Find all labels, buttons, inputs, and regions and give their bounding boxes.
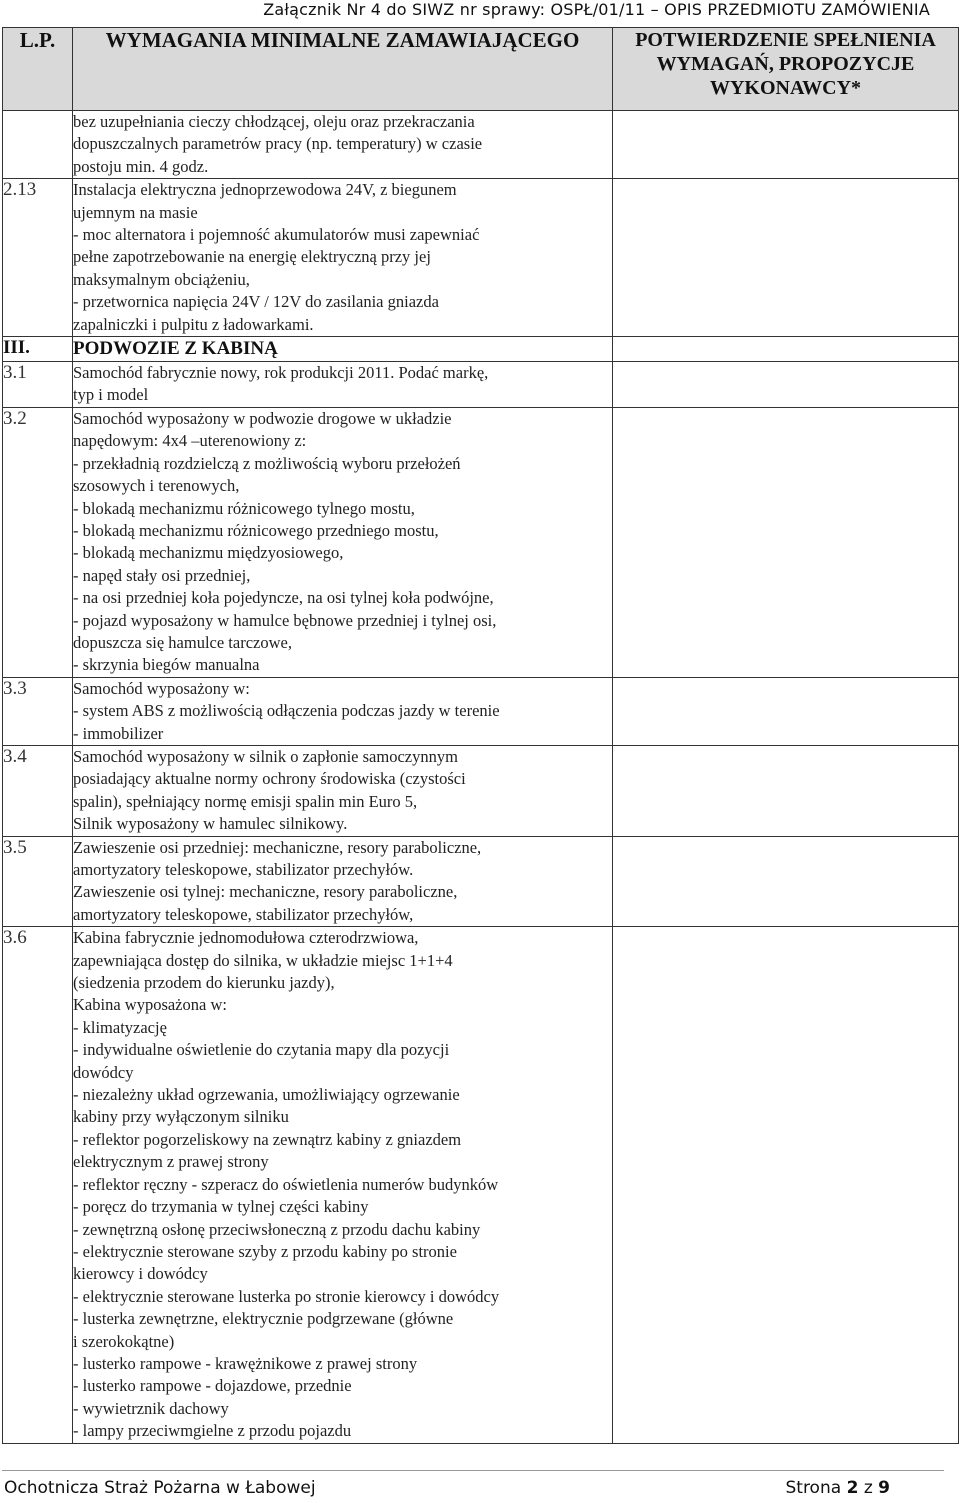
confirmation-cell[interactable] xyxy=(613,836,959,927)
requirement-line: amortyzatory teleskopowe, stabilizator przechyłów. xyxy=(73,860,414,879)
row-number: III. xyxy=(3,337,73,362)
requirement-line: dopuszcza się hamulce tarczowe, xyxy=(73,632,292,652)
col-confirmation-header: POTWIERDZENIE SPEŁNIENIA WYMAGAŃ, PROPOZYCJE WYKONAWCY* xyxy=(613,28,959,111)
requirement-line: bez uzupełniania cieczy chłodzącej, oleju oraz przekraczania xyxy=(73,112,475,131)
requirement-line: Kabina wyposażona w: xyxy=(73,995,227,1015)
requirement-line: (siedzenia przodem do kierunku jazdy), xyxy=(73,973,335,993)
requirement-line: - napęd stały osi przedniej, xyxy=(73,565,251,585)
table-row xyxy=(3,745,959,836)
requirement-line: - lusterko rampowe - dojazdowe, przednie xyxy=(73,1376,352,1396)
requirement-line: zapalniczki i pulpitu z ładowarkami. xyxy=(73,314,314,334)
confirmation-cell[interactable] xyxy=(613,362,959,408)
page-word: Strona xyxy=(785,1478,842,1498)
confirmation-cell[interactable] xyxy=(613,337,959,362)
row-number: 3.6 xyxy=(3,927,73,1443)
requirement-line: - klimatyzację xyxy=(73,1017,167,1037)
requirement-line: Samochód wyposażony w: xyxy=(73,678,250,698)
requirement-line: - lusterka zewnętrzne, elektrycznie podgrzewane (główne xyxy=(73,1309,454,1329)
requirement-line: napędowym: 4x4 –uterenowiony z: xyxy=(73,431,307,451)
confirmation-cell[interactable] xyxy=(613,179,959,337)
requirement-line: Zawieszenie osi przedniej: mechaniczne, resory paraboliczne, xyxy=(73,837,482,857)
requirement-line: - pojazd wyposażony w hamulce bębnowe przedniej i tylnej osi, xyxy=(73,610,497,630)
requirement-text xyxy=(73,407,613,677)
table-row xyxy=(3,362,959,408)
requirement-line: - reflektor ręczny - szperacz do oświetlenia numerów budynków xyxy=(73,1174,499,1194)
confirmation-cell[interactable] xyxy=(613,677,959,745)
requirement-line: - blokadą mechanizmu różnicowego przedniego mostu, xyxy=(73,520,439,540)
requirement-line: i szerokokątne) xyxy=(73,1331,175,1351)
table-row xyxy=(3,407,959,677)
requirement-line: - na osi przedniej koła pojedyncze, na osi tylnej koła podwójne, xyxy=(73,588,494,608)
requirement-text xyxy=(73,179,613,337)
table-row xyxy=(3,179,959,337)
requirement-line: dopuszczalnych parametrów pracy (np. temperatury) w czasie xyxy=(73,134,483,154)
footer-divider xyxy=(2,1470,944,1471)
requirement-text xyxy=(73,745,613,836)
requirement-line: - immobilizer xyxy=(73,723,164,743)
footer-organization: Ochotnicza Straż Pożarna w Łabowej xyxy=(4,1478,316,1498)
requirement-line: - elektrycznie sterowane lusterka po stronie kierowcy i dowódcy xyxy=(73,1286,500,1306)
requirement-line: typ i model xyxy=(73,385,149,405)
col-lp-header: L.P. xyxy=(3,28,73,111)
document-header: Załącznik Nr 4 do SIWZ nr sprawy: OSPŁ/01/11 – OPIS PRZEDMIOTU ZAMÓWIENIA xyxy=(263,0,930,19)
requirement-text xyxy=(73,362,613,408)
requirement-line: dowódcy xyxy=(73,1062,134,1082)
row-number: 3.5 xyxy=(3,836,73,927)
footer-page-number xyxy=(785,1478,890,1498)
requirement-text xyxy=(73,677,613,745)
requirement-line: PODWOZIE Z KABINĄ xyxy=(73,338,278,360)
requirement-line: Kabina fabrycznie jednomodułowa czterodrzwiowa, xyxy=(73,928,419,948)
table-row xyxy=(3,677,959,745)
table-body xyxy=(3,111,959,1444)
requirement-line: kierowcy i dowódcy xyxy=(73,1264,208,1284)
requirement-text xyxy=(73,111,613,179)
requirement-line: - lusterko rampowe - krawężnikowe z prawej strony xyxy=(73,1353,418,1373)
requirement-line: spalin), spełniający normę emisji spalin min Euro 5, xyxy=(73,791,418,811)
requirement-line: posiadający aktualne normy ochrony środowiska (czystości xyxy=(73,769,466,789)
row-number: 3.2 xyxy=(3,407,73,677)
requirement-line: szosowych i terenowych, xyxy=(73,476,240,496)
requirement-line: zapewniająca dostęp do silnika, w układzie miejsc 1+1+4 xyxy=(73,950,453,970)
requirement-line: elektrycznym z prawej strony xyxy=(73,1152,269,1172)
requirement-line: Instalacja elektryczna jednoprzewodowa 24V, z biegunem xyxy=(73,180,457,200)
of-word: z xyxy=(863,1478,873,1498)
requirement-line: - lampy przeciwmgielne z przodu pojazdu xyxy=(73,1421,352,1441)
requirement-line: - przekładnią rozdzielczą z możliwością wyboru przełożeń xyxy=(73,453,461,473)
requirement-line: Zawieszenie osi tylnej: mechaniczne, resory paraboliczne, xyxy=(73,882,458,902)
requirement-line: - elektrycznie sterowane szyby z przodu kabiny po stronie xyxy=(73,1241,457,1261)
requirement-line: - blokadą mechanizmu międzyosiowego, xyxy=(73,543,344,563)
requirement-line: - skrzynia biegów manualna xyxy=(73,655,260,675)
row-number: 2.13 xyxy=(3,179,73,337)
confirmation-cell[interactable] xyxy=(613,927,959,1443)
requirement-line: - indywidualne oświetlenie do czytania mapy dla pozycji xyxy=(73,1040,450,1060)
requirement-line: Samochód wyposażony w silnik o zapłonie samoczynnym xyxy=(73,746,458,766)
requirement-line: - poręcz do trzymania w tylnej części kabiny xyxy=(73,1197,369,1217)
section-row xyxy=(3,337,959,362)
requirements-table xyxy=(2,27,959,1444)
row-number xyxy=(3,111,73,179)
requirement-line: amortyzatory teleskopowe, stabilizator przechyłów, xyxy=(73,904,414,924)
requirement-line: Silnik wyposażony w hamulec silnikowy. xyxy=(73,814,348,834)
confirmation-cell[interactable] xyxy=(613,407,959,677)
table-header-row xyxy=(3,28,959,111)
requirement-line: - wywietrznik dachowy xyxy=(73,1398,229,1418)
row-number: 3.1 xyxy=(3,362,73,408)
requirement-line: - system ABS z możliwością odłączenia podczas jazdy w terenie xyxy=(73,701,500,721)
row-number: 3.4 xyxy=(3,745,73,836)
requirement-line: Samochód wyposażony w podwozie drogowe w układzie xyxy=(73,408,452,428)
total-pages: 9 xyxy=(878,1478,890,1498)
requirement-text xyxy=(73,337,613,362)
requirement-line: - zewnętrzną osłonę przeciwsłoneczną z przodu dachu kabiny xyxy=(73,1219,481,1239)
requirement-text xyxy=(73,836,613,927)
requirement-line: ujemnym na masie xyxy=(73,202,198,222)
requirement-text xyxy=(73,927,613,1443)
row-number: 3.3 xyxy=(3,677,73,745)
col-requirements-header: WYMAGANIA MINIMALNE ZAMAWIAJĄCEGO xyxy=(73,28,613,111)
requirement-line: - przetwornica napięcia 24V / 12V do zasilania gniazda xyxy=(73,292,439,312)
requirement-line: Samochód fabrycznie nowy, rok produkcji 2011. Podać markę, xyxy=(73,363,489,383)
requirement-line: kabiny przy wyłączonym silniku xyxy=(73,1107,289,1127)
confirmation-cell[interactable] xyxy=(613,111,959,179)
requirement-line: maksymalnym obciążeniu, xyxy=(73,269,250,289)
current-page: 2 xyxy=(846,1478,859,1498)
table-row xyxy=(3,836,959,927)
table-row xyxy=(3,111,959,179)
requirement-line: - niezależny układ ogrzewania, umożliwiający ogrzewanie xyxy=(73,1085,460,1105)
requirement-line: - reflektor pogorzeliskowy na zewnątrz kabiny z gniazdem xyxy=(73,1129,462,1149)
requirement-line: postoju min. 4 godz. xyxy=(73,156,209,176)
table-row xyxy=(3,927,959,1443)
requirement-line: - moc alternatora i pojemność akumulatorów musi zapewniać xyxy=(73,225,480,245)
confirmation-cell[interactable] xyxy=(613,745,959,836)
requirement-line: - blokadą mechanizmu różnicowego tylnego mostu, xyxy=(73,498,415,518)
requirement-line: pełne zapotrzebowanie na energię elektryczną przy jej xyxy=(73,247,431,267)
